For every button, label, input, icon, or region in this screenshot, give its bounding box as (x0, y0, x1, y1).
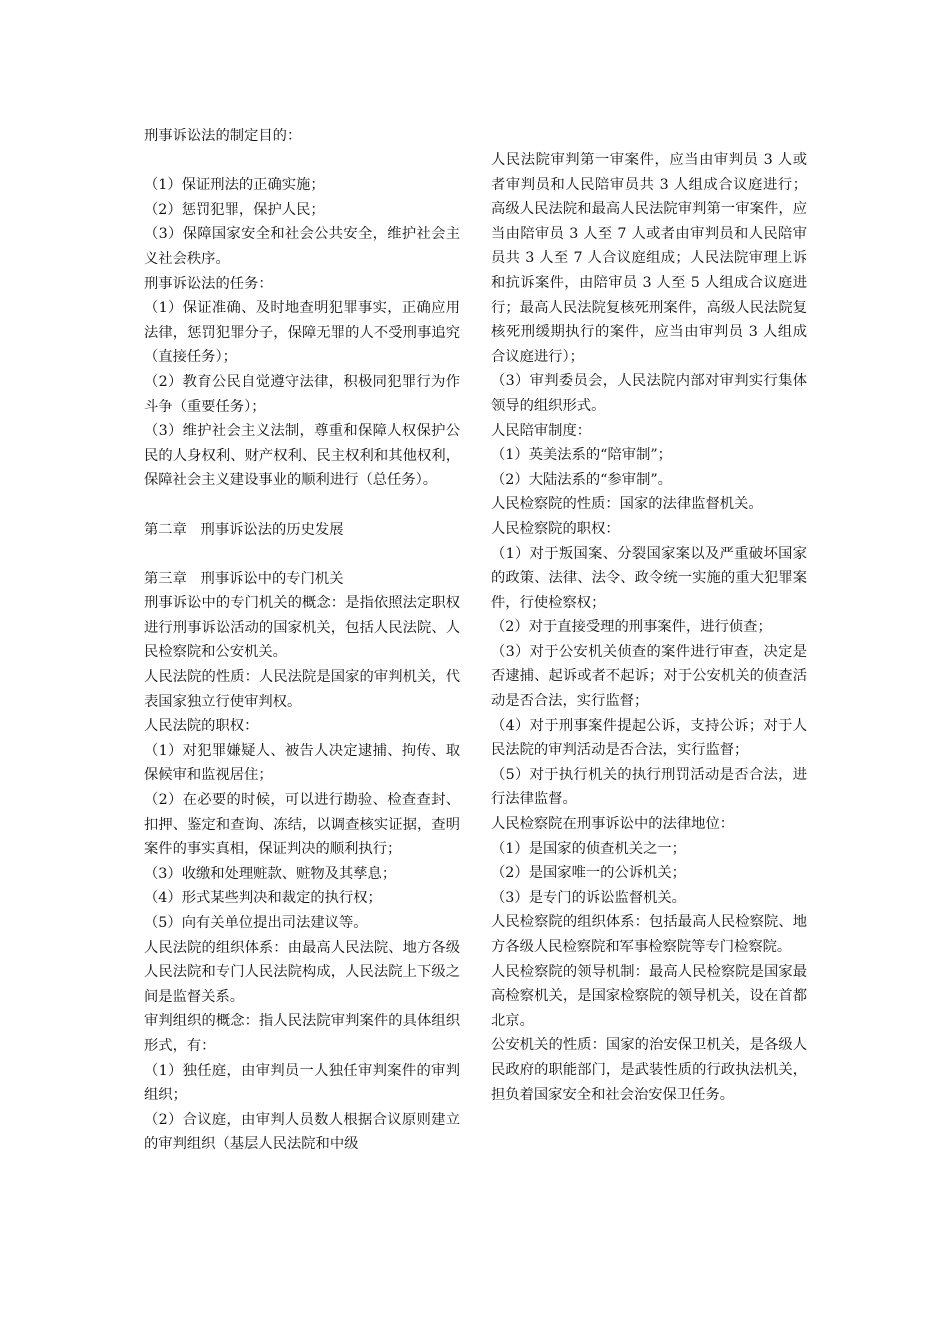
tasks-heading: 刑事诉讼法的任务： (144, 275, 273, 292)
procuratorate-status-1: （1）是国家的侦查机关之一； (491, 840, 686, 857)
task-item-1: （1）保证准确、及时地查明犯罪事实，正确应用法律，惩罚犯罪分子，保障无罪的人不受刑事追究（直接任务）； (144, 300, 460, 366)
purpose-heading: 刑事诉讼法的制定目的： (144, 128, 302, 144)
trial-org-item-2: （2）合议庭，由审判人员数人根据合议原则建立的审判组织（基层人民法院和中级 (144, 1111, 460, 1153)
purpose-item-1: （1）保证刑法的正确实施； (144, 177, 325, 194)
procuratorate-leadership: 人民检察院的领导机制：最高人民检察院是国家最高检察机关，是国家检察院的领导机关，设在首都北京。 (491, 963, 807, 1029)
procuratorate-power-3: （3）对于公安机关侦查的案件进行审查，决定是否逮捕、起诉或者不起诉；对于公安机关的侦查活动是否合法，实行监督； (491, 643, 807, 710)
blank-line (144, 542, 460, 567)
trial-org-item-1: （1）独任庭，由审判员一人独任审判案件的审判组织； (144, 1062, 460, 1104)
right-column (491, 148, 807, 1107)
purpose-item-2: （2）惩罚犯罪，保护人民； (144, 201, 325, 218)
procuratorate-status-2: （2）是国家唯一的公诉机关； (491, 865, 686, 882)
jury-system-heading: 人民陪审制度： (491, 422, 592, 439)
procuratorate-status-3: （3）是专门的诉讼监督机关。 (491, 889, 686, 906)
trial-org-item-3: （3）审判委员会，人民法院内部对审判实行集体领导的组织形式。 (491, 373, 807, 414)
court-power-2: （2）在必要的时候，可以进行勘验、检查查封、扣押、鉴定和查询、冻结，以调查核实证据，查明案件的事实真相，保证判决的顺利执行； (144, 792, 460, 858)
procuratorate-power-2: （2）对于直接受理的刑事案件，进行侦查； (491, 619, 772, 636)
procuratorate-powers-heading: 人民检察院的职权： (491, 520, 620, 537)
task-item-2: （2）教育公民自觉遵守法律，积极同犯罪行为作斗争（重要任务）； (144, 373, 460, 415)
court-power-3: （3）收缴和处理赃款、赃物及其孳息； (144, 865, 397, 882)
jury-item-2: （2）大陆法系的“参审制”。 (491, 471, 672, 488)
blank-line (144, 493, 460, 518)
left-column (144, 124, 460, 1157)
chapter-3-title: 第三章 刑事诉讼中的专门机关 (144, 570, 344, 587)
purpose-item-3: （3）保障国家安全和社会公共安全，维护社会主义社会秩序。 (144, 226, 460, 267)
court-nature: 人民法院的性质：人民法院是国家的审判机关，代表国家独立行使审判权。 (144, 669, 460, 710)
chapter-2-title: 第二章 刑事诉讼法的历史发展 (144, 521, 344, 538)
jury-item-1: （1）英美法系的“陪审制”； (491, 447, 672, 464)
procuratorate-nature: 人民检察院的性质：国家的法律监督机关。 (491, 496, 763, 513)
trial-organization-concept: 审判组织的概念：指人民法院审判案件的具体组织形式，有： (144, 1013, 460, 1054)
procuratorate-power-4: （4）对于刑事案件提起公诉，支持公诉；对于人民法院的审判活动是否合法，实行监督； (491, 717, 807, 759)
procuratorate-organization: 人民检察院的组织体系：包括最高人民检察院、地方各级人民检察院和军事检察院等专门检察院。 (491, 914, 807, 955)
procuratorate-status-heading: 人民检察院在刑事诉讼中的法律地位： (491, 816, 735, 833)
task-item-3: （3）维护社会主义法制，尊重和保障人权保护公民的人身权利、财产权利、民主权利和其他权利，保障社会主义建设事业的顺利进行（总任务）。 (144, 423, 460, 489)
court-power-4: （4）形式某些判决和裁定的执行权； (144, 890, 382, 907)
court-power-1: （1）对犯罪嫌疑人、被告人决定逮捕、拘传、取保候审和监视居住； (144, 742, 460, 784)
court-organization: 人民法院的组织体系：由最高人民法院、地方各级人民法院和专门人民法院构成，人民法院上下级之间是监督关系。 (144, 939, 460, 1005)
court-powers-heading: 人民法院的职权： (144, 718, 259, 735)
procuratorate-power-5: （5）对于执行机关的执行刑罚活动是否合法，进行法律监督。 (491, 766, 807, 808)
blank-line (144, 149, 460, 174)
procuratorate-power-1: （1）对于叛国案、分裂国家案以及严重破坏国家的政策、法律、法令、政令统一实施的重大犯罪案件，行使检察权； (491, 545, 807, 611)
court-power-5: （5）向有关单位提出司法建议等。 (144, 915, 368, 931)
special-organs-concept: 刑事诉讼中的专门机关的概念：是指依照法定职权进行刑事诉讼活动的国家机关，包括人民法院、人民检察院和公安机关。 (144, 595, 460, 661)
public-security-nature: 公安机关的性质：国家的治安保卫机关，是各级人民政府的职能部门，是武装性质的行政执法机关，担负着国家安全和社会治安保卫任务。 (491, 1037, 807, 1103)
trial-org-item-2-continued: 人民法院审判第一审案件，应当由审判员 3 人或者审判员和人民陪审员共 3 人组成合议庭进行；高级人民法院和最高人民法院审判第一审案件，应当由陪审员 3 人至 7 人或者由审判员和人民陪审员共 3 人至 7 人合议庭组成；人民法院审理上诉和抗诉案件，由陪审员 3 人至 5 人组成合议庭进行；最高人民法院复核死刑案件，高级人民法院复核死刑缓期执行的案件，应当由审判员 3 人组成合议庭进行）； (491, 152, 807, 365)
